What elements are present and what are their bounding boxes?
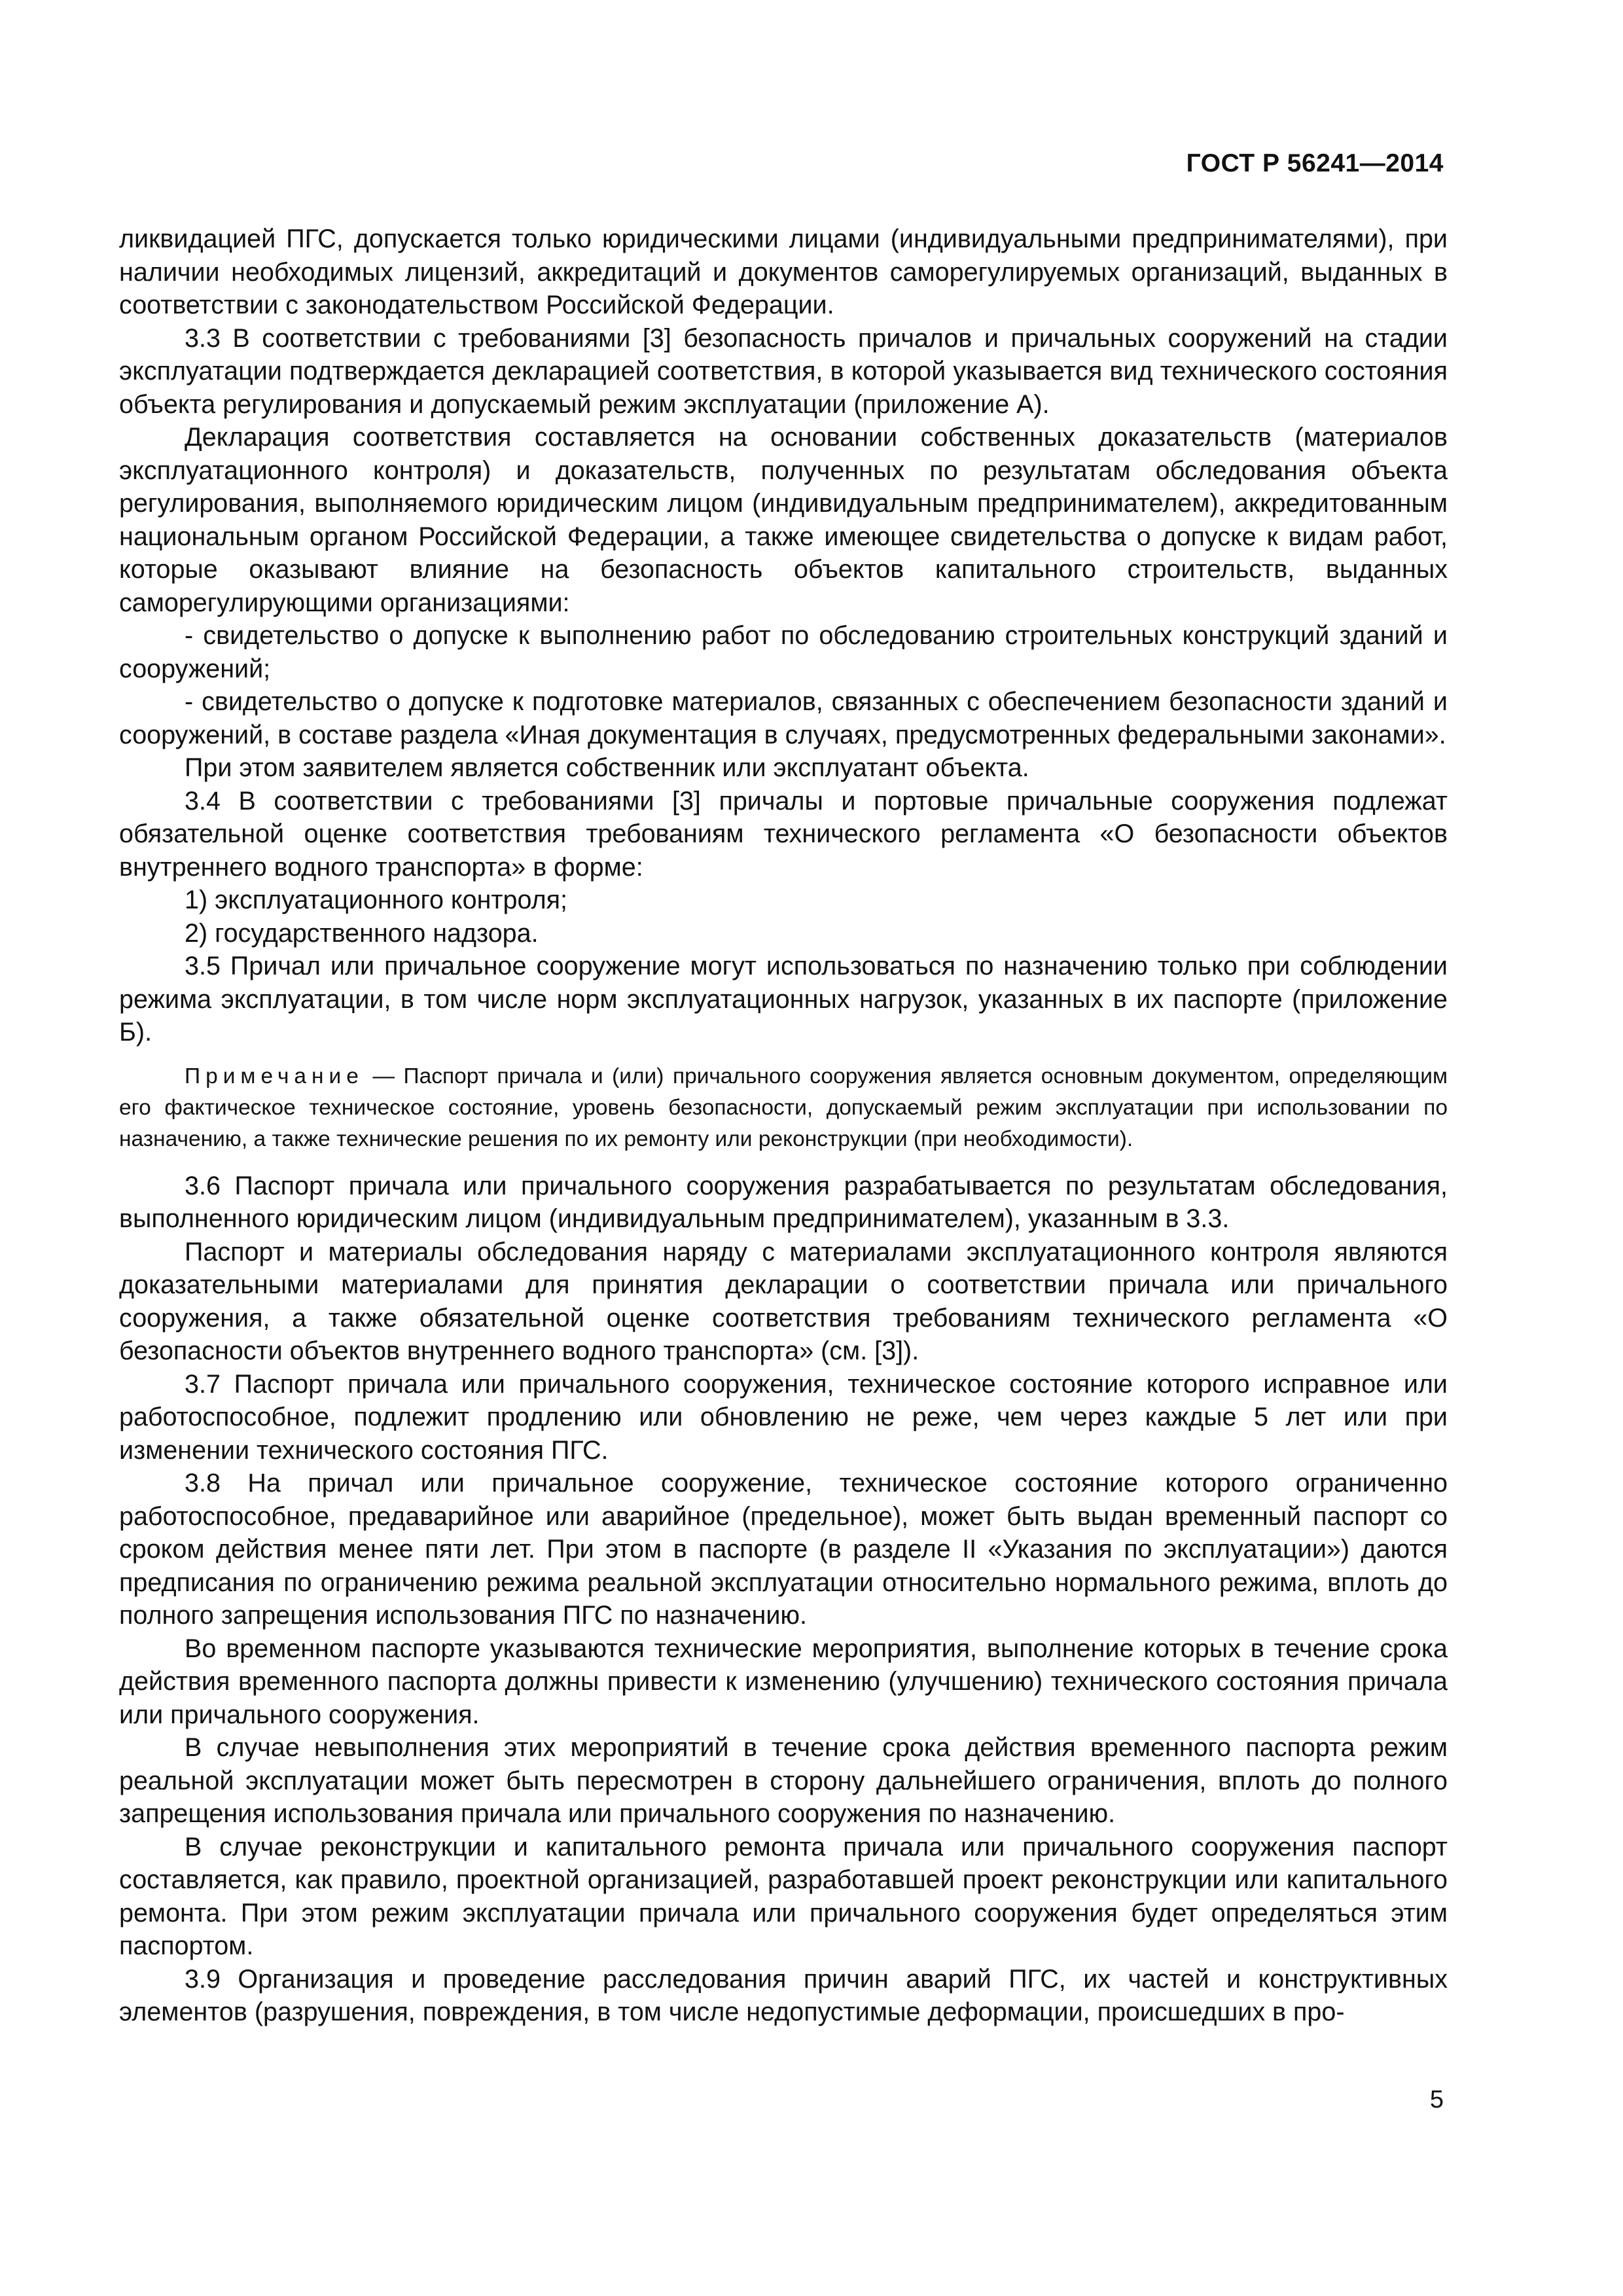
document-body <box>119 223 1448 2029</box>
paragraph: Паспорт и материалы обследования наряду с материалами эксплуатационного контроля являются доказательными материалами для принятия декларации о соответствии причала или причального сооружения, а также обязательной оценке соответствия требованиям технического регламента «О безопасности объектов внутреннего водного транспорта» (см. [3]). <box>119 1237 1448 1365</box>
paragraph: 3.3 В соответствии с требованиями [3] безопасность причалов и причальных сооружений на стадии эксплуатации подтверждается декларацией соответствия, в которой указывается вид технического состояния объекта регулирования и допускаемый режим эксплуатации (приложение А). <box>119 323 1448 419</box>
paragraph: 3.8 На причал или причальное сооружение, техническое состояние которого ограниченно работоспособное, предаварийное или аварийное (предельное), может быть выдан временный паспорт со сроком действия менее пяти лет. При этом в паспорте (в разделе II «Указания по эксплуатации») даются предписания по ограничению режима реальной эксплуатации относительно нормального режима, вплоть до полного запрещения использования ПГС по назначению. <box>119 1469 1448 1630</box>
page-number: 5 <box>1429 2086 1444 2113</box>
paragraph: Во временном паспорте указываются технические мероприятия, выполнение которых в течение срока действия временного паспорта должны привести к изменению (улучшению) технического состояния причала или причального сооружения. <box>119 1634 1448 1729</box>
paragraph: При этом заявителем является собственник или эксплуатант объекта. <box>185 753 1029 782</box>
paragraph: 3.5 Причал или причальное сооружение могут использоваться по назначению только при соблюдении режима эксплуатации, в том числе норм эксплуатационных нагрузок, указанных в их паспорте (приложение Б). <box>119 952 1448 1047</box>
paragraph: Декларация соответствия составляется на основании собственных доказательств (материалов эксплуатационного контроля) и доказательств, полученных по результатам обследования объекта регулирования, выполняемого юридическим лицом (индивидуальным предпринимателем), аккредитованным национальным органом Российской Федерации, а также имеющее свидетельства о допуске к видам работ, которые оказывают влияние на безопасность объектов капитального строительств, выданных саморегулирующими организациями: <box>119 423 1448 617</box>
paragraph: 3.9 Организация и проведение расследования причин аварий ПГС, их частей и конструктивных элементов (разрушения, повреждения, в том числе недопустимые деформации, происшедших в про- <box>119 1964 1448 2026</box>
paragraph: 3.4 В соответствии с требованиями [3] причалы и портовые причальные сооружения подлежат обязательной оценке соответствия требованиям технического регламента «О безопасности объектов внутреннего водного транспорта» в форме: <box>119 786 1448 882</box>
note-block <box>119 1061 1448 1155</box>
document-code: ГОСТ Р 56241—2014 <box>1186 149 1444 177</box>
list-item: 1) эксплуатационного контроля; <box>185 886 567 914</box>
list-item: - свидетельство о допуске к выполнению работ по обследованию строительных конструкций зданий и сооружений; <box>119 621 1448 683</box>
paragraph: В случае реконструкции и капитального ремонта причала или причального сооружения паспорт составляется, как правило, проектной организацией, разработавшей проект реконструкции или капитального ремонта. При этом режим эксплуатации причала или причального сооружения будет определяться этим паспортом. <box>119 1832 1448 1960</box>
paragraph: В случае невыполнения этих мероприятий в течение срока действия временного паспорта режим реальной эксплуатации может быть пересмотрен в сторону дальнейшего ограничения, вплоть до полного запрещения использования причала или причального сооружения по назначению. <box>119 1733 1448 1828</box>
note-text: — Паспорт причала и (или) причального сооружения является основным документом, определяющим его фактическое техническое состояние, уровень безопасности, допускаемый режим эксплуатации при использовании по назначению, а также технические решения по их ремонту или реконструкции (при необходимости). <box>119 1064 1448 1151</box>
note-label: Примечание <box>185 1064 364 1088</box>
list-item: 2) государственного надзора. <box>185 918 539 948</box>
list-item: - свидетельство о допуске к подготовке материалов, связанных с обеспечением безопасности зданий и сооружений, в составе раздела «Иная документация в случаях, предусмотренных федеральными законами». <box>119 687 1448 749</box>
paragraph: 3.7 Паспорт причала или причального сооружения, техническое состояние которого исправное или работоспособное, подлежит продлению или обновлению не реже, чем через каждые 5 лет или при изменении технического состояния ПГС. <box>119 1369 1448 1465</box>
paragraph: 3.6 Паспорт причала или причального сооружения разрабатывается по результатам обследования, выполненного юридическим лицом (индивидуальным предпринимателем), указанным в 3.3. <box>119 1171 1448 1233</box>
paragraph: ликвидацией ПГС, допускается только юридическими лицами (индивидуальными предпринимателями), при наличии необходимых лицензий, аккредитаций и документов саморегулируемых организаций, выданных в соответствии с законодательством Российской Федерации. <box>119 224 1448 319</box>
